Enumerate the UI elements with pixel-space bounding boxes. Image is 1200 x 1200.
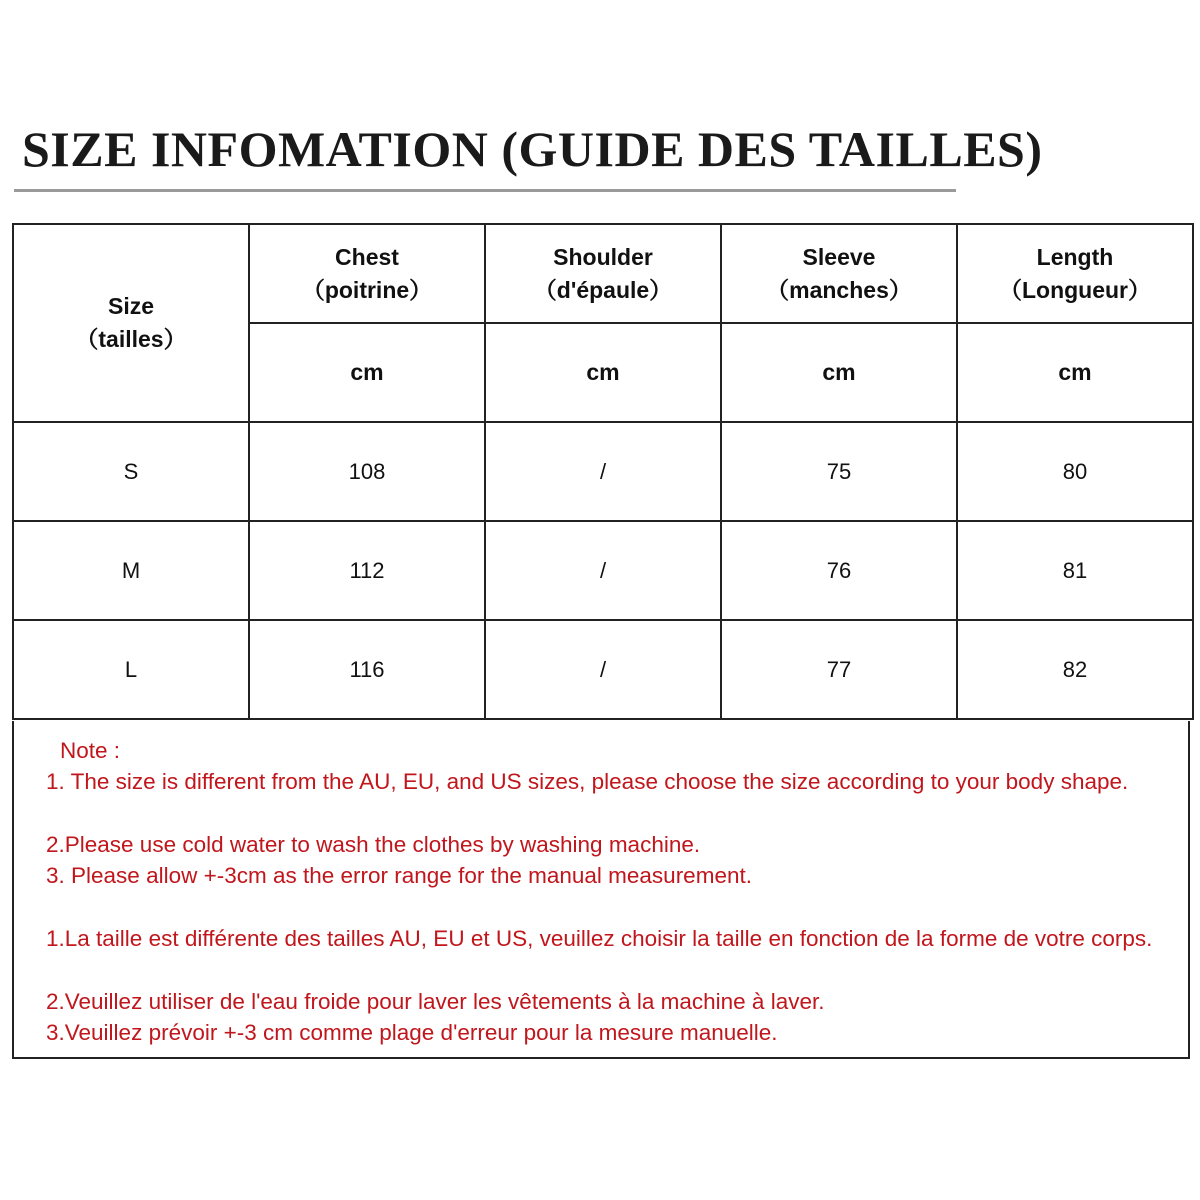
length-cell: 82 [957, 620, 1193, 719]
chest-header-en: Chest [335, 243, 399, 270]
size-cell: M [13, 521, 249, 620]
title-underline [14, 189, 956, 192]
shoulder-cell: / [485, 422, 721, 521]
length-header-fr: （Longueur） [998, 276, 1152, 303]
table-row [13, 620, 1193, 719]
length-cell: 81 [957, 521, 1193, 620]
note-en-1: 1. The size is different from the AU, EU, and US sizes, please choose the size according to your body shape. [46, 769, 1129, 794]
note-fr-1: 1.La taille est différente des tailles AU, EU et US, veuillez choisir la taille en fonction de la forme de votre corps. [46, 926, 1153, 951]
length-header-en: Length [1036, 243, 1114, 270]
size-cell: S [13, 422, 249, 521]
shoulder-cell: / [485, 620, 721, 719]
table-header-row [13, 224, 1193, 323]
note-heading: Note : [60, 738, 121, 763]
sleeve-cell: 76 [721, 521, 957, 620]
length-header-cell [957, 224, 1193, 323]
table-row [13, 422, 1193, 521]
chest-cell: 116 [249, 620, 485, 719]
length-unit: cm [957, 323, 1193, 422]
sleeve-unit: cm [721, 323, 957, 422]
shoulder-unit: cm [485, 323, 721, 422]
size-header-en: Size [107, 293, 155, 319]
note-fr-3: 3.Veuillez prévoir +-3 cm comme plage d'erreur pour la mesure manuelle. [46, 1020, 778, 1045]
size-header-cell [13, 224, 249, 422]
notes-box [12, 721, 1190, 1059]
shoulder-cell: / [485, 521, 721, 620]
sleeve-cell: 75 [721, 422, 957, 521]
page-title: SIZE INFOMATION (GUIDE DES TAILLES) [22, 121, 1043, 177]
chest-cell: 112 [249, 521, 485, 620]
chest-header-fr: （poitrine） [301, 276, 433, 303]
sleeve-header-fr: （manches） [766, 276, 912, 303]
table-row [13, 521, 1193, 620]
sleeve-header-cell [721, 224, 957, 323]
chest-unit: cm [249, 323, 485, 422]
sleeve-cell: 77 [721, 620, 957, 719]
shoulder-header-fr: （d'épaule） [533, 276, 673, 303]
size-header-fr: （tailles） [75, 326, 187, 352]
chest-header-cell [249, 224, 485, 323]
chest-cell: 108 [249, 422, 485, 521]
note-en-3: 3. Please allow +-3cm as the error range for the manual measurement. [46, 863, 752, 888]
size-cell: L [13, 620, 249, 719]
length-cell: 80 [957, 422, 1193, 521]
size-table [12, 223, 1194, 720]
shoulder-header-en: Shoulder [553, 243, 653, 270]
note-en-2: 2.Please use cold water to wash the clothes by washing machine. [46, 832, 701, 857]
note-fr-2: 2.Veuillez utiliser de l'eau froide pour laver les vêtements à la machine à laver. [46, 989, 825, 1014]
sleeve-header-en: Sleeve [802, 243, 876, 270]
shoulder-header-cell [485, 224, 721, 323]
